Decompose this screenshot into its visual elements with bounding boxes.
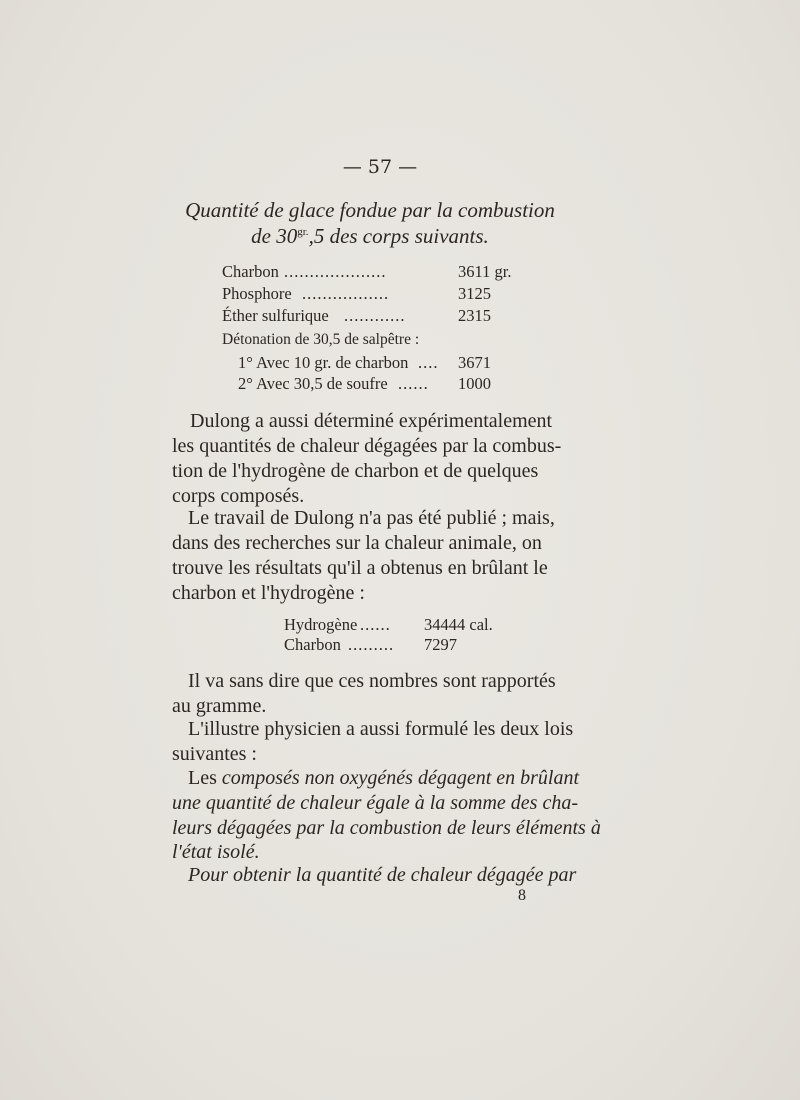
- row-label: Charbon: [222, 262, 279, 281]
- combustion-table: [222, 262, 542, 332]
- table-title-line-2: [160, 224, 580, 249]
- row-label: Charbon: [284, 635, 341, 654]
- paragraph-line: une quantité de chaleur égale à la somme des cha-: [172, 792, 579, 814]
- row-value: 34444 cal.: [424, 615, 493, 634]
- paragraph-line: Pour obtenir la quantité de chaleur dégagée par: [188, 864, 577, 886]
- row-dots: ............: [344, 306, 406, 325]
- row-label: Hydrogène: [284, 615, 358, 634]
- title-line2-post: ,5 des corps suivants.: [308, 224, 489, 248]
- paragraph-line: [188, 767, 592, 790]
- paragraph-line: trouve les résultats qu'il a obtenus en brûlant le: [172, 557, 548, 579]
- row-dots: .................: [302, 284, 390, 303]
- paragraph-line: les quantités de chaleur dégagées par la combus-: [172, 435, 562, 457]
- row-label: 1° Avec 10 gr. de charbon: [238, 353, 409, 372]
- row-dots: ....................: [284, 262, 387, 281]
- law-text: composés non oxygénés dégagent en brûlant: [221, 767, 580, 789]
- folio-signature: 8: [518, 887, 526, 904]
- paragraph-line: L'illustre physicien a aussi formulé les deux lois: [188, 718, 574, 740]
- row-value: 1000: [458, 374, 491, 393]
- paragraph-line: leurs dégagées par la combustion de leurs éléments à: [172, 817, 601, 839]
- table-row: [238, 353, 538, 375]
- table-title-line-1: Quantité de glace fondue par la combustion: [185, 198, 555, 222]
- table-row: [238, 374, 538, 396]
- paragraph-line: suivantes :: [172, 743, 257, 765]
- row-dots: .........: [348, 635, 395, 654]
- paragraph-line: dans des recherches sur la chaleur animale, on: [172, 532, 542, 554]
- table-row: [284, 635, 524, 657]
- paragraph-line: au gramme.: [172, 695, 267, 717]
- paragraph-line: charbon et l'hydrogène :: [172, 582, 365, 604]
- table-row: [222, 284, 542, 306]
- row-value: 7297: [424, 635, 457, 654]
- row-value: 2315: [458, 306, 491, 325]
- row-dots: ......: [360, 615, 391, 634]
- detonation-heading: Détonation de 30,5 de salpêtre :: [222, 331, 420, 348]
- row-value: 3611 gr.: [458, 262, 512, 281]
- title-line2-pre: de 30: [251, 224, 298, 248]
- row-value: 3671: [458, 353, 491, 372]
- row-label: Éther sulfurique: [222, 306, 329, 325]
- row-value: 3125: [458, 284, 491, 303]
- detonation-table: [238, 353, 538, 399]
- paragraph-line: corps composés.: [172, 485, 305, 507]
- row-label: 2° Avec 30,5 de soufre: [238, 374, 388, 393]
- paragraph-line: tion de l'hydrogène de charbon et de quelques: [172, 460, 539, 482]
- table-row: [222, 262, 542, 284]
- law-intro: Les: [188, 767, 222, 789]
- heat-table: [284, 615, 524, 661]
- paragraph-line: Dulong a aussi déterminé expérimentalement: [190, 410, 553, 432]
- row-label: Phosphore: [222, 284, 292, 303]
- title-line2-sup: gr.: [297, 226, 309, 238]
- table-row: [222, 306, 542, 328]
- table-row: [284, 615, 524, 637]
- paragraph-line: l'état isolé.: [172, 841, 260, 863]
- page-number: — 57 —: [342, 156, 418, 178]
- row-dots: ......: [398, 374, 429, 393]
- row-dots: ....: [418, 353, 439, 372]
- paragraph-line: Le travail de Dulong n'a pas été publié ; mais,: [188, 507, 555, 529]
- paragraph-line: Il va sans dire que ces nombres sont rapportés: [188, 670, 556, 692]
